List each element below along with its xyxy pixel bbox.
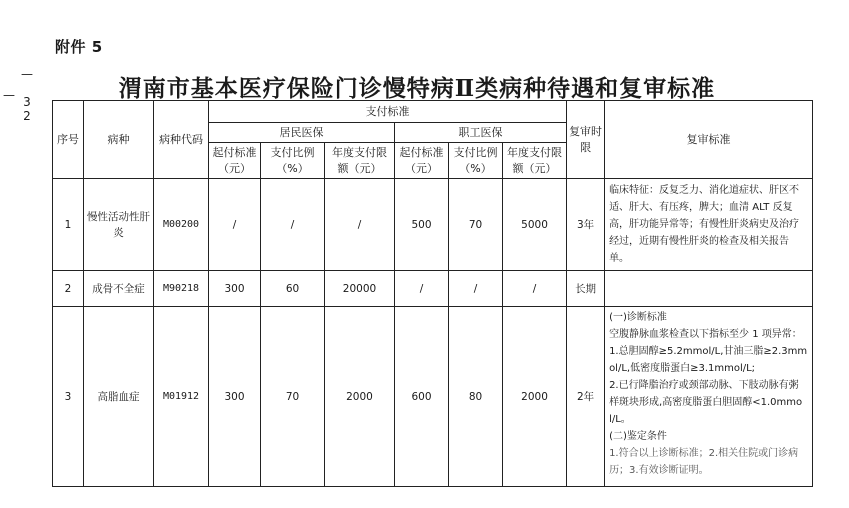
header-res-threshold: 起付标准（元） — [209, 143, 261, 179]
cell-emp-ratio: 80 — [449, 307, 503, 487]
cell-disease: 成骨不全症 — [84, 271, 154, 307]
cell-code: M00200 — [154, 179, 209, 271]
cell-emp-threshold: 600 — [395, 307, 449, 487]
cell-res-ratio: / — [261, 179, 325, 271]
header-review-standard: 复审标准 — [605, 101, 813, 179]
cell-review-standard — [605, 271, 813, 307]
cell-disease: 慢性活动性肝炎 — [84, 179, 154, 271]
cell-review-period: 2年 — [567, 307, 605, 487]
cell-review-standard — [605, 179, 813, 271]
cell-code: M01912 — [154, 307, 209, 487]
header-employee: 职工医保 — [395, 123, 567, 143]
review-line: 2.已行降脂治疗或颈部动脉、下肢动脉有粥样斑块形成,高密度脂蛋白胆固醇<1.0mmol/L。 — [609, 380, 803, 425]
cell-review-standard — [605, 307, 813, 487]
cell-seq: 2 — [53, 271, 84, 307]
header-emp-threshold: 起付标准（元） — [395, 143, 449, 179]
header-code: 病种代码 — [154, 101, 209, 179]
cell-res-threshold: / — [209, 179, 261, 271]
cell-emp-limit: / — [503, 271, 567, 307]
review-line: (一)诊断标准 — [609, 312, 667, 323]
cell-emp-ratio: / — [449, 271, 503, 307]
review-line: 空腹静脉血浆检查以下指标至少 1 项异常：1.总胆固醇≥5.2mmol/L,甘油三脂≥2.3mmol/L,低密度脂蛋白≥3.1mmol/L; — [609, 329, 808, 374]
cell-res-threshold: 300 — [209, 307, 261, 487]
cell-review-period: 长期 — [567, 271, 605, 307]
header-disease: 病种 — [84, 101, 154, 179]
cell-res-limit: / — [325, 179, 395, 271]
cell-res-ratio: 70 — [261, 307, 325, 487]
cell-review-period: 3年 — [567, 179, 605, 271]
table-row — [53, 271, 813, 307]
cell-emp-threshold: 500 — [395, 179, 449, 271]
header-res-ratio: 支付比例（%） — [261, 143, 325, 179]
header-res-limit: 年度支付限额（元） — [325, 143, 395, 179]
cell-res-limit: 2000 — [325, 307, 395, 487]
standards-table — [52, 100, 813, 487]
page-title: 渭南市基本医疗保险门诊慢特病Ⅱ类病种待遇和复审标准 — [118, 75, 716, 102]
table-row — [53, 307, 813, 487]
cell-emp-threshold: / — [395, 271, 449, 307]
review-line: (二)鉴定条件 — [609, 431, 667, 442]
page-number: — 32 — — [2, 67, 34, 123]
cell-emp-limit: 2000 — [503, 307, 567, 487]
header-resident: 居民医保 — [209, 123, 395, 143]
cell-seq: 1 — [53, 179, 84, 271]
review-line: 临床特征：反复乏力、消化道症状、肝区不适、肝大、有压疼，脾大；血清 ALT 反复高，肝功能异常等；有慢性肝炎病史及治疗经过，近期有慢性肝炎的检查及相关报告单。 — [609, 185, 800, 264]
table-row — [53, 179, 813, 271]
cell-res-limit: 20000 — [325, 271, 395, 307]
review-line: 1.符合以上诊断标准；2.相关住院或门诊病历；3.有效诊断证明。 — [609, 448, 799, 476]
cell-code: M90218 — [154, 271, 209, 307]
cell-seq: 3 — [53, 307, 84, 487]
cell-disease: 高脂血症 — [84, 307, 154, 487]
cell-emp-limit: 5000 — [503, 179, 567, 271]
header-review-period: 复审时限 — [567, 101, 605, 179]
cell-res-ratio: 60 — [261, 271, 325, 307]
cell-res-threshold: 300 — [209, 271, 261, 307]
cell-emp-ratio: 70 — [449, 179, 503, 271]
annex-label: 附件 5 — [55, 38, 103, 56]
header-emp-limit: 年度支付限额（元） — [503, 143, 567, 179]
header-seq: 序号 — [53, 101, 84, 179]
header-payment-standard: 支付标准 — [209, 101, 567, 123]
header-emp-ratio: 支付比例（%） — [449, 143, 503, 179]
